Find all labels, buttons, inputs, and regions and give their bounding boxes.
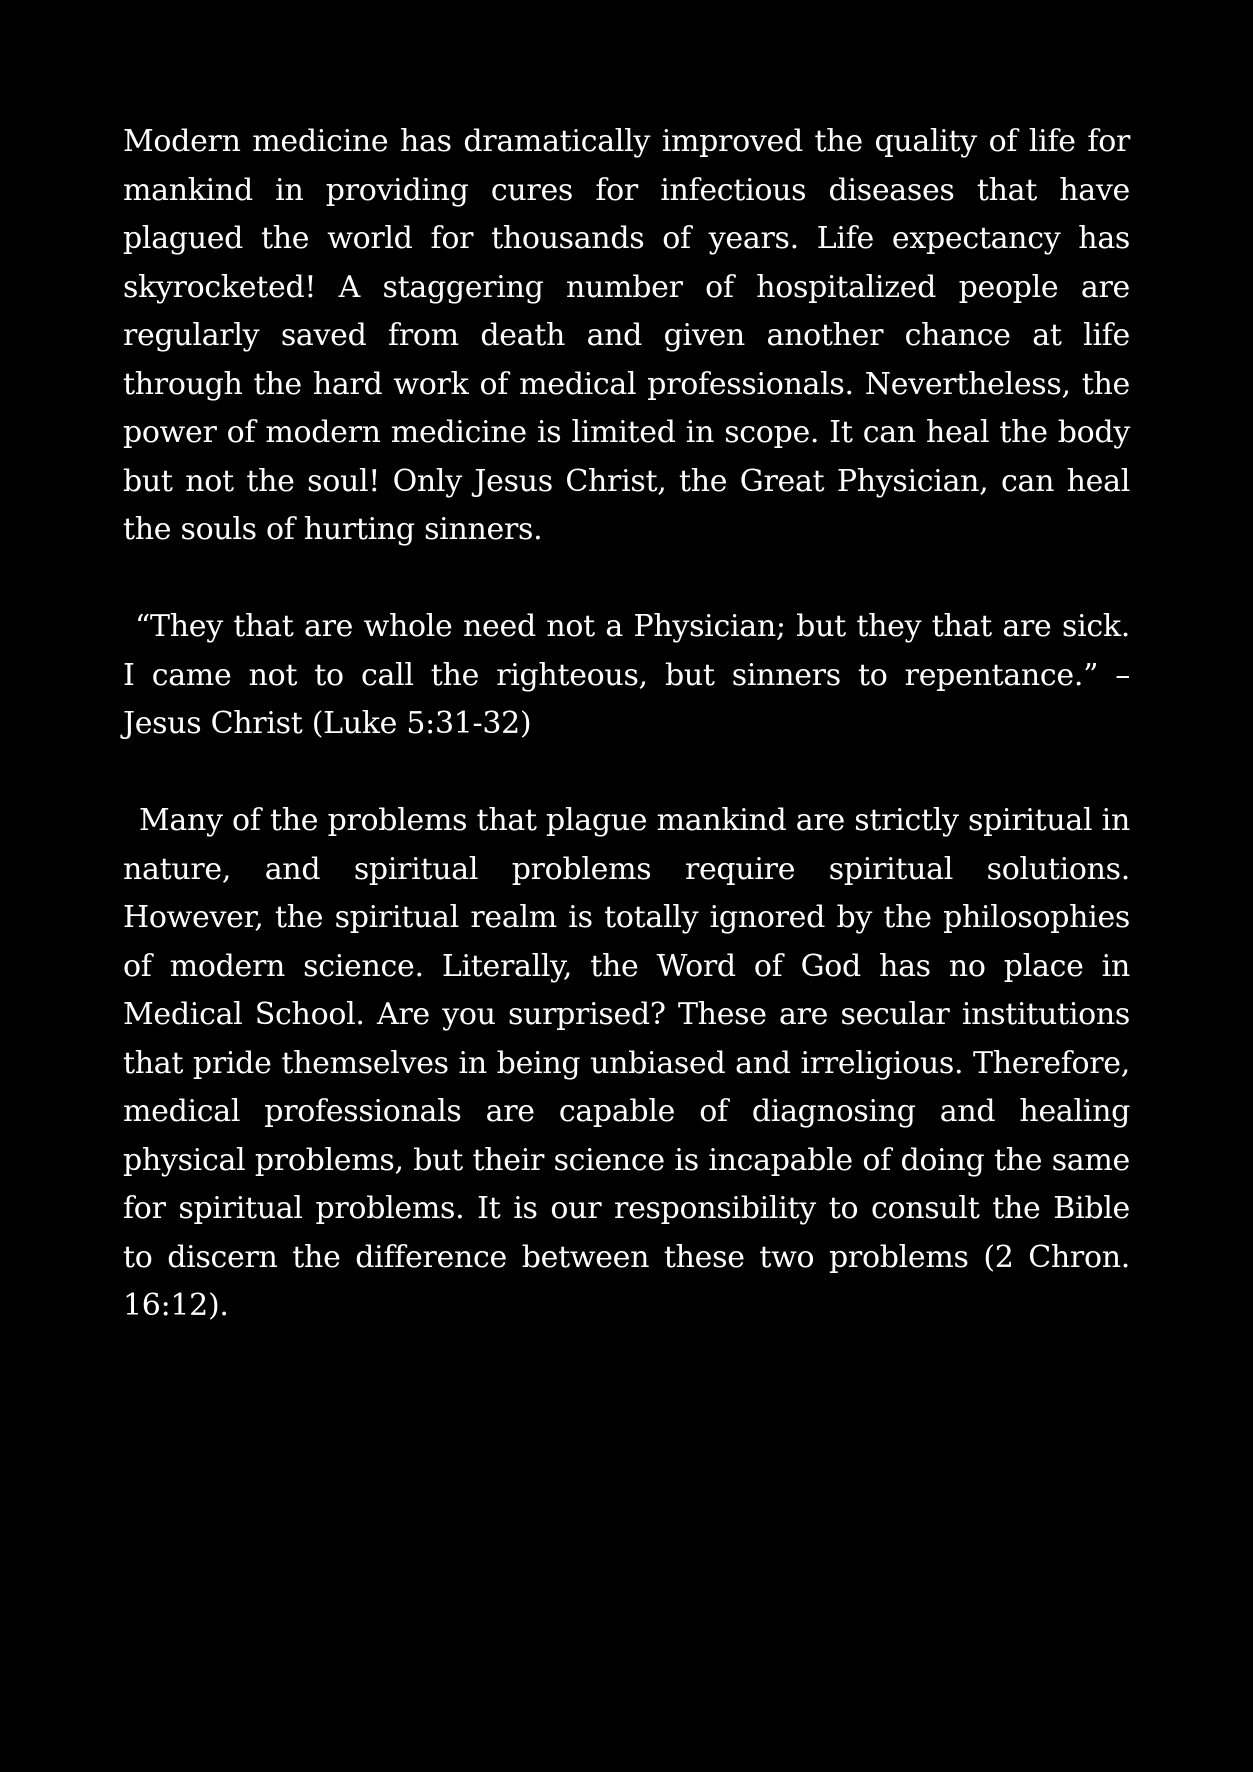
paragraph-scripture-quote: “They that are whole need not a Physician; but they that are sick. I came not to call the righteous, but sinners to repentance.” – Jesus Christ (Luke 5:31-32) bbox=[123, 609, 1130, 741]
paragraph-spiritual-problems: Many of the problems that plague mankind are strictly spiritual in nature, and spiritual problems require spiritual solutions. However, the spiritual realm is totally ignored by the philosophies of modern science. Literally, the Word of God has no place in Medical School. Are you surprised? These are secular institutions that pride themselves in being unbiased and irreligious. Therefore, medical professionals are capable of diagnosing and healing physical problems, but their science is incapable of doing the same for spiritual problems. It is our responsibility to consult the Bible to discern the difference between these two problems (2 Chron. 16:12). bbox=[123, 803, 1130, 1323]
paragraph-modern-medicine: Modern medicine has dramatically improved the quality of life for mankind in providing cures for infectious diseases that have plagued the world for thousands of years. Life expectancy has skyrocketed! A staggering number of hospitalized people are regularly saved from death and given another chance at life through the hard work of medical professionals. Nevertheless, the power of modern medicine is limited in scope. It can heal the body but not the soul! Only Jesus Christ, the Great Physician, can heal the souls of hurting sinners. bbox=[123, 124, 1130, 547]
body-text bbox=[123, 118, 1130, 1379]
